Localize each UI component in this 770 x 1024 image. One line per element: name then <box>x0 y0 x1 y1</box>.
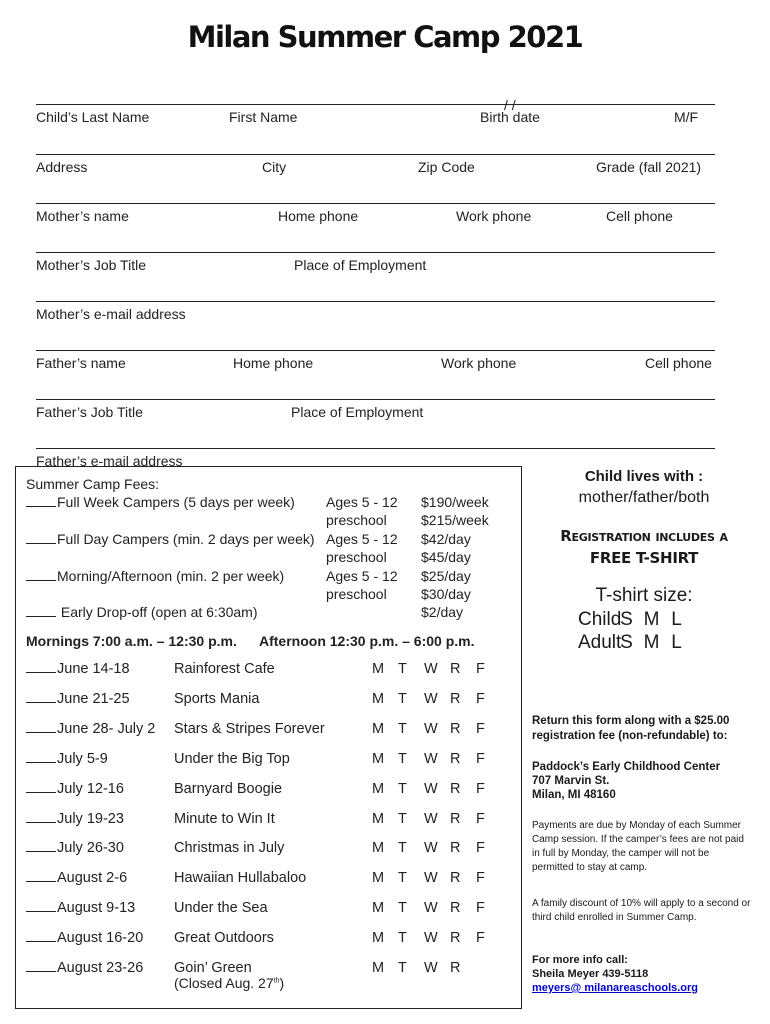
fee-price: $190/week <box>421 494 489 510</box>
session-theme: Stars & Stripes Forever <box>174 720 325 737</box>
checkbox-blank[interactable] <box>26 870 56 882</box>
fee-price: $30/day <box>421 586 471 602</box>
lives-with-title: Child lives with : <box>584 468 704 485</box>
checkbox-blank[interactable] <box>26 569 56 581</box>
day-option[interactable]: W <box>424 840 438 857</box>
father-name-label: Father’s name <box>36 355 126 371</box>
mother-employment-label: Place of Employment <box>294 257 427 273</box>
contact-info: For more info call: Sheila Meyer 439-5118 meyers@ milanareaschools.org <box>532 953 757 995</box>
session-theme: Christmas in July <box>174 840 285 857</box>
day-option[interactable]: W <box>424 661 438 677</box>
session-days <box>372 661 502 677</box>
fee-price: $2/day <box>421 604 464 620</box>
checkbox-blank[interactable] <box>26 900 56 912</box>
day-option[interactable]: W <box>424 930 438 947</box>
fee-ages: preschool <box>326 586 387 602</box>
day-option[interactable]: F <box>476 900 485 917</box>
payment-note: Payments are due by Monday of each Summer Camp session. If the camper’s fees are not paid in full by Monday, the camper will not be permitted to stay at camp. <box>532 820 744 873</box>
day-option[interactable]: F <box>476 870 485 887</box>
tshirt-size-title: T-shirt size: <box>595 585 693 606</box>
session-days <box>372 811 502 827</box>
session-theme: Sports Mania <box>174 690 260 707</box>
day-option[interactable]: W <box>424 810 438 827</box>
checkbox-blank[interactable] <box>26 811 56 823</box>
session-dates: June 21-25 <box>26 691 130 707</box>
day-option[interactable]: M <box>372 870 385 887</box>
day-option[interactable]: W <box>424 690 438 707</box>
address-row <box>36 154 715 176</box>
day-option[interactable]: W <box>424 900 438 917</box>
fee-item: Full Day Campers (min. 2 days per week) <box>26 531 315 547</box>
session-dates: July 19-23 <box>26 811 124 827</box>
session-dates: June 28- July 2 <box>26 721 155 737</box>
day-option[interactable]: T <box>398 661 407 677</box>
page-title: Milan Summer Camp 2021 <box>187 20 583 54</box>
fee-item: Early Drop-off (open at 6:30am) <box>26 604 258 620</box>
session-theme: Hawaiian Hullabaloo <box>174 870 307 887</box>
fee-price: $42/day <box>421 531 471 547</box>
day-option[interactable]: T <box>398 900 407 917</box>
session-theme: Great Outdoors <box>174 930 274 947</box>
birth-date-slashes: / / <box>504 97 516 113</box>
day-option[interactable]: F <box>476 690 485 707</box>
day-option[interactable]: T <box>398 960 407 976</box>
day-option[interactable]: R <box>450 661 461 677</box>
checkbox-blank[interactable] <box>26 930 56 942</box>
day-option[interactable]: F <box>476 750 485 767</box>
session-theme: Under the Sea <box>174 900 268 917</box>
day-option[interactable]: T <box>398 720 407 737</box>
day-option[interactable]: T <box>398 840 407 857</box>
day-option[interactable]: T <box>398 690 407 707</box>
gender-label: M/F <box>674 109 699 125</box>
day-option[interactable]: T <box>398 870 407 887</box>
closed-note: (Closed Aug. 27th) <box>174 975 285 991</box>
checkbox-blank[interactable] <box>26 661 56 673</box>
checkbox-blank[interactable] <box>26 532 56 544</box>
fees-heading: Summer Camp Fees: <box>26 476 160 492</box>
day-option[interactable]: R <box>450 870 461 887</box>
fee-ages: preschool <box>326 549 387 565</box>
mother-name-row <box>36 203 715 225</box>
session-theme: Under the Big Top <box>174 750 290 767</box>
discount-note: A family discount of 10% will apply to a second or third child enrolled in Summer Camp. <box>532 898 751 923</box>
father-job-row <box>36 399 715 421</box>
fee-item: Morning/Afternoon (min. 2 per week) <box>26 568 284 584</box>
session-dates: July 12-16 <box>26 781 124 797</box>
checkbox-blank[interactable] <box>26 605 56 617</box>
father-home-phone-label: Home phone <box>233 355 314 371</box>
day-option[interactable]: W <box>424 870 438 887</box>
session-dates: August 16-20 <box>26 930 143 946</box>
mother-job-title-label: Mother’s Job Title <box>36 257 146 273</box>
checkbox-blank[interactable] <box>26 781 56 793</box>
afternoon-hours: Afternoon 12:30 p.m. – 6:00 p.m. <box>259 633 475 649</box>
mother-cell-phone-label: Cell phone <box>606 208 673 224</box>
father-cell-phone-label: Cell phone <box>645 355 712 371</box>
day-option[interactable]: T <box>398 810 407 827</box>
session-days <box>372 751 502 767</box>
zip-code-label: Zip Code <box>418 159 475 175</box>
day-option[interactable]: M <box>372 690 385 707</box>
fee-price: $45/day <box>421 549 471 565</box>
father-job-title-label: Father’s Job Title <box>36 404 143 420</box>
checkbox-blank[interactable] <box>26 751 56 763</box>
day-option[interactable]: R <box>450 960 461 976</box>
day-option[interactable]: W <box>424 960 438 976</box>
day-option[interactable]: T <box>398 750 407 767</box>
day-option[interactable]: R <box>450 690 461 707</box>
session-theme: Rainforest Cafe <box>174 661 275 677</box>
fee-price: $25/day <box>421 568 471 584</box>
day-option[interactable]: T <box>398 930 407 947</box>
day-option[interactable]: M <box>372 960 385 976</box>
session-days <box>372 960 476 976</box>
day-option[interactable]: F <box>476 930 485 947</box>
day-option[interactable]: M <box>372 720 385 737</box>
fee-ages: Ages 5 - 12 <box>326 531 398 547</box>
checkbox-blank[interactable] <box>26 495 56 507</box>
registration-shirt-note: Registration includes a FREE T-SHIRT <box>560 527 728 567</box>
day-option[interactable]: M <box>372 840 385 857</box>
day-option[interactable]: W <box>424 750 438 767</box>
mother-name-label: Mother’s name <box>36 208 129 224</box>
session-dates: August 23-26 <box>26 960 143 976</box>
day-option[interactable]: W <box>424 720 438 737</box>
morning-hours: Mornings 7:00 a.m. – 12:30 p.m. <box>26 633 237 649</box>
fee-ages: Ages 5 - 12 <box>326 494 398 510</box>
tshirt-size-adult: AdultS M L <box>578 632 682 653</box>
day-option[interactable]: R <box>450 840 461 857</box>
tshirt-size-child: ChildS M L <box>578 609 682 630</box>
first-name-label: First Name <box>229 109 298 125</box>
fee-ages: preschool <box>326 512 387 528</box>
lives-with-options: mother/father/both <box>578 489 710 506</box>
day-option[interactable]: W <box>424 780 438 797</box>
day-option[interactable]: T <box>398 780 407 797</box>
session-theme: Goin’ Green <box>174 960 252 976</box>
father-work-phone-label: Work phone <box>441 355 517 371</box>
day-option[interactable]: M <box>372 750 385 767</box>
child-info-row <box>36 97 715 126</box>
session-dates: August 9-13 <box>26 900 135 916</box>
mother-job-row <box>36 252 715 274</box>
day-option[interactable]: R <box>450 930 461 947</box>
mother-home-phone-label: Home phone <box>278 208 359 224</box>
father-employment-label: Place of Employment <box>291 404 424 420</box>
mailing-address: Paddock’s Early Childhood Center 707 Marvin St. Milan, MI 48160 <box>532 761 721 801</box>
checkbox-blank[interactable] <box>26 960 56 972</box>
day-option[interactable]: M <box>372 780 385 797</box>
session-days <box>372 900 502 916</box>
day-option[interactable]: M <box>372 900 385 917</box>
session-days <box>372 721 502 737</box>
mother-email-row <box>36 301 715 323</box>
day-option[interactable]: R <box>450 720 461 737</box>
day-option[interactable]: R <box>450 900 461 917</box>
contact-email-link[interactable]: meyers@ milanareaschools.org <box>532 982 699 994</box>
child-last-name-label: Child’s Last Name <box>36 109 150 125</box>
session-dates: June 14-18 <box>26 661 130 677</box>
session-dates: July 5-9 <box>26 751 108 767</box>
day-option[interactable]: R <box>450 750 461 767</box>
day-option[interactable]: M <box>372 810 385 827</box>
checkbox-blank[interactable] <box>26 691 56 703</box>
birth-date-label: Birth date <box>480 109 540 125</box>
day-option[interactable]: M <box>372 661 385 677</box>
day-option[interactable]: F <box>476 661 485 677</box>
day-option[interactable]: M <box>372 930 385 947</box>
checkbox-blank[interactable] <box>26 721 56 733</box>
address-label: Address <box>36 159 88 175</box>
father-email-label: Father’s e-mail address <box>36 453 183 469</box>
session-theme: Minute to Win It <box>174 810 275 827</box>
session-dates: July 26-30 <box>26 840 124 856</box>
mother-work-phone-label: Work phone <box>456 208 532 224</box>
fee-ages: Ages 5 - 12 <box>326 568 398 584</box>
session-theme: Barnyard Boogie <box>174 780 283 797</box>
fees-box <box>15 466 522 1009</box>
return-instructions: Return this form along with a $25.00 registration fee (non-refundable) to: <box>532 715 730 742</box>
session-days <box>372 930 502 946</box>
fee-price: $215/week <box>421 512 489 528</box>
grade-label: Grade (fall 2021) <box>596 159 702 175</box>
mother-email-label: Mother’s e-mail address <box>36 306 186 322</box>
father-name-row <box>36 350 715 372</box>
session-days <box>372 870 502 886</box>
session-days <box>372 781 502 797</box>
city-label: City <box>262 159 287 175</box>
session-dates: August 2-6 <box>26 870 127 886</box>
session-days <box>372 840 502 856</box>
fee-item: Full Week Campers (5 days per week) <box>26 494 295 510</box>
day-option[interactable]: F <box>476 840 485 857</box>
day-option[interactable]: F <box>476 780 485 797</box>
day-option[interactable]: F <box>476 720 485 737</box>
session-days <box>372 691 502 707</box>
day-option[interactable]: F <box>476 810 485 827</box>
day-option[interactable]: R <box>450 780 461 797</box>
day-option[interactable]: R <box>450 810 461 827</box>
checkbox-blank[interactable] <box>26 840 56 852</box>
